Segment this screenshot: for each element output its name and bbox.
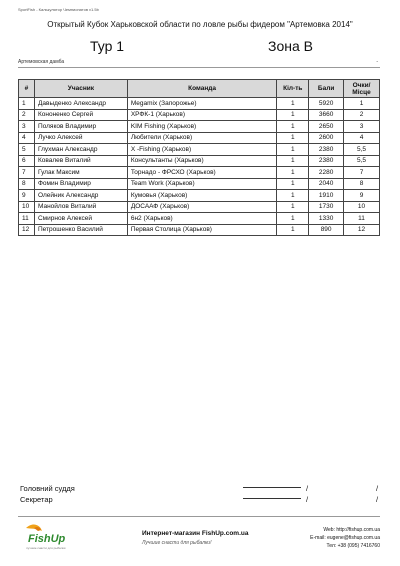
cell-count: 1 <box>277 155 309 167</box>
table-row <box>19 98 380 110</box>
contact-web: Web: http://fishup.com.ua <box>323 527 380 533</box>
cell-points: 2600 <box>309 132 344 144</box>
cell-team: 6н2 (Харьков) <box>127 213 277 225</box>
cell-points: 5920 <box>309 98 344 110</box>
table-row <box>19 155 380 167</box>
cell-participant: Поляков Владимир <box>34 121 127 133</box>
header-points: Бали <box>309 80 344 98</box>
cell-place: 1 <box>344 98 380 110</box>
cell-place: 9 <box>344 190 380 202</box>
table-row <box>19 109 380 121</box>
zone-label: Зона В <box>268 38 313 54</box>
cell-points: 1910 <box>309 190 344 202</box>
cell-participant: Гулак Максим <box>34 167 127 179</box>
cell-place: 4 <box>344 132 380 144</box>
cell-place: 5,5 <box>344 155 380 167</box>
cell-team: KIM Fishing (Харьков) <box>127 121 277 133</box>
cell-count: 1 <box>277 224 309 236</box>
judge-label: Головний суддя <box>20 484 75 493</box>
cell-points: 2280 <box>309 167 344 179</box>
cell-number: 4 <box>19 132 35 144</box>
logo-caption: лучшие снасти для рыбалки <box>26 546 66 550</box>
contact-phone: Тел: +38 (095) 7416760 <box>326 543 380 549</box>
venue-label: Артемовская дамба <box>18 59 65 65</box>
cell-team: Кумовья (Харьков) <box>127 190 277 202</box>
cell-number: 5 <box>19 144 35 156</box>
header-participant: Учасник <box>34 80 127 98</box>
cell-team: Team Work (Харьков) <box>127 178 277 190</box>
cell-number: 10 <box>19 201 35 213</box>
table-row <box>19 213 380 225</box>
contact-email: E-mail: eugene@fishup.com.ua <box>310 535 380 541</box>
shop-name: Интернет-магазин FishUp.com.ua <box>142 530 249 537</box>
cell-number: 9 <box>19 190 35 202</box>
cell-place: 2 <box>344 109 380 121</box>
contacts-block <box>310 526 380 550</box>
table-row <box>19 132 380 144</box>
cell-place: 11 <box>344 213 380 225</box>
cell-number: 2 <box>19 109 35 121</box>
cell-place: 8 <box>344 178 380 190</box>
footer-divider <box>18 516 380 517</box>
table-row <box>19 224 380 236</box>
header-place: Очки/ Місце <box>344 80 380 98</box>
cell-points: 2040 <box>309 178 344 190</box>
cell-team: Торнадо - ФРСХО (Харьков) <box>127 167 277 179</box>
cell-place: 12 <box>344 224 380 236</box>
cell-team: Любители (Харьков) <box>127 132 277 144</box>
table-header-row <box>19 80 380 98</box>
cell-count: 1 <box>277 213 309 225</box>
table-row <box>19 178 380 190</box>
cell-count: 1 <box>277 98 309 110</box>
table-row <box>19 121 380 133</box>
cell-points: 1330 <box>309 213 344 225</box>
header-number: # <box>19 80 35 98</box>
judge-slash-1: / <box>306 484 309 493</box>
judge-signature-line <box>243 487 301 488</box>
cell-participant: Манойлов Виталий <box>34 201 127 213</box>
venue-row <box>18 59 380 68</box>
cell-points: 2650 <box>309 121 344 133</box>
table-row <box>19 190 380 202</box>
table-row <box>19 144 380 156</box>
meta-line: SportFish - Калькулятор Чемпионатов v1.5b <box>18 7 99 12</box>
cell-participant: Олейник Александр <box>34 190 127 202</box>
header-team: Команда <box>127 80 277 98</box>
secretary-slash-1: / <box>306 495 309 504</box>
document-title: Открытый Кубок Харьковской области по ловле рыбы фидером "Артемовка 2014" <box>47 20 353 29</box>
cell-team: ДОСААФ (Харьков) <box>127 201 277 213</box>
logo-wordmark: FishUp <box>28 533 66 545</box>
cell-participant: Петрошенко Василий <box>34 224 127 236</box>
cell-participant: Кононенко Сергей <box>34 109 127 121</box>
cell-participant: Фомин Владимир <box>34 178 127 190</box>
cell-points: 1730 <box>309 201 344 213</box>
secretary-slash-2: / <box>376 495 379 504</box>
cell-points: 3660 <box>309 109 344 121</box>
cell-points: 890 <box>309 224 344 236</box>
cell-number: 11 <box>19 213 35 225</box>
cell-count: 1 <box>277 201 309 213</box>
cell-place: 3 <box>344 121 380 133</box>
cell-count: 1 <box>277 109 309 121</box>
cell-points: 2380 <box>309 155 344 167</box>
cell-participant: Ковалев Виталий <box>34 155 127 167</box>
venue-dash: - <box>376 59 378 65</box>
cell-count: 1 <box>277 178 309 190</box>
cell-participant: Смирнов Алексей <box>34 213 127 225</box>
table-row <box>19 167 380 179</box>
cell-team: X -Fishing (Харьков) <box>127 144 277 156</box>
cell-number: 6 <box>19 155 35 167</box>
secretary-label: Секретар <box>20 495 53 504</box>
cell-participant: Давыденко Александр <box>34 98 127 110</box>
tour-label: Тур 1 <box>90 38 125 54</box>
shop-slogan: Лучшие снасти для рыбалки! <box>142 540 212 546</box>
cell-number: 8 <box>19 178 35 190</box>
cell-team: ХРФК-1 (Харьков) <box>127 109 277 121</box>
cell-participant: Лучко Алексей <box>34 132 127 144</box>
cell-count: 1 <box>277 121 309 133</box>
cell-number: 7 <box>19 167 35 179</box>
fishup-logo <box>20 522 80 552</box>
secretary-signature-line <box>243 498 301 499</box>
cell-team: Первая Столица (Харьков) <box>127 224 277 236</box>
table-row <box>19 201 380 213</box>
cell-place: 5,5 <box>344 144 380 156</box>
results-table <box>18 79 380 236</box>
cell-points: 2380 <box>309 144 344 156</box>
cell-count: 1 <box>277 190 309 202</box>
judge-slash-2: / <box>376 484 379 493</box>
cell-number: 1 <box>19 98 35 110</box>
cell-place: 10 <box>344 201 380 213</box>
cell-number: 3 <box>19 121 35 133</box>
cell-team: Megamix (Запорожье) <box>127 98 277 110</box>
cell-team: Консультанты (Харьков) <box>127 155 277 167</box>
header-count: Кіл-ть <box>277 80 309 98</box>
cell-count: 1 <box>277 132 309 144</box>
cell-count: 1 <box>277 167 309 179</box>
cell-participant: Глухман Александр <box>34 144 127 156</box>
cell-number: 12 <box>19 224 35 236</box>
cell-count: 1 <box>277 144 309 156</box>
cell-place: 7 <box>344 167 380 179</box>
